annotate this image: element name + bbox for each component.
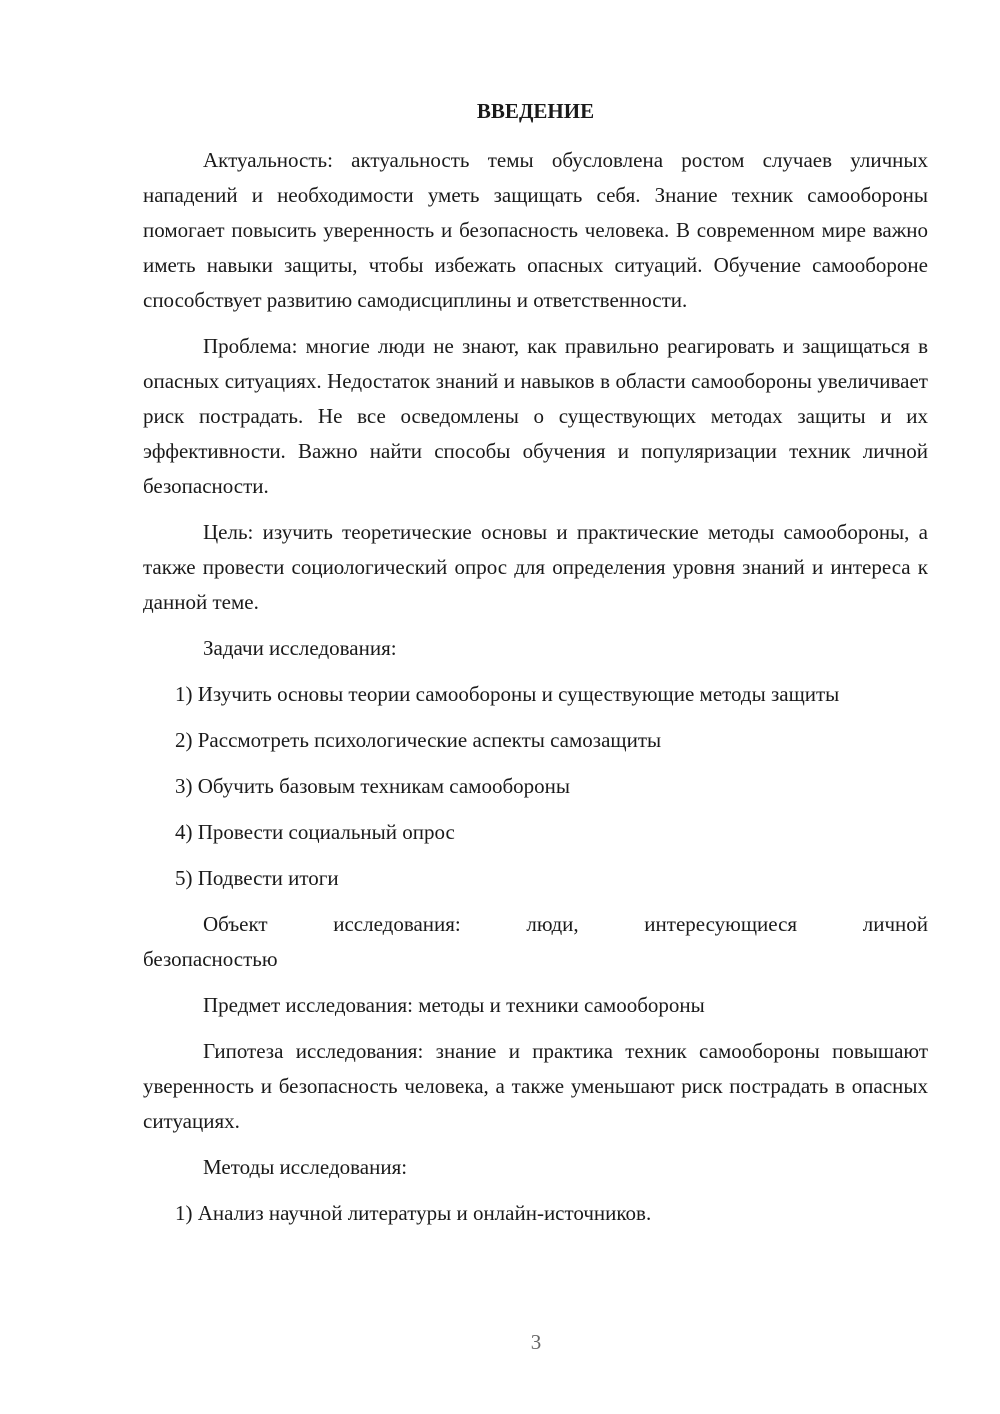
subject-paragraph: Предмет исследования: методы и техники самообороны <box>203 993 705 1017</box>
task-item-5: 5) Подвести итоги <box>175 866 339 890</box>
goal-paragraph: Цель: изучить теоретические основы и практические методы самообороны, а также провести социологический опрос для определения уровня знаний и интереса к данной теме. <box>143 520 928 614</box>
object-line-1: Объект исследования: люди, интересующиеся личной <box>203 912 928 936</box>
problem-paragraph: Проблема: многие люди не знают, как правильно реагировать и защищаться в опасных ситуациях. Недостаток знаний и навыков в области самообороны увеличивает риск пострадать. Не все осведомлены о существующих методах защиты и их эффективности. Важно найти способы обучения и популяризации техник личной безопасности. <box>143 334 928 498</box>
page-number: 3 <box>530 1330 542 1354</box>
task-item-1: 1) Изучить основы теории самообороны и существующие методы защиты <box>175 682 840 706</box>
hypothesis-paragraph: Гипотеза исследования: знание и практика техник самообороны повышают уверенность и безопасность человека, а также уменьшают риск пострадать в опасных ситуациях. <box>143 1039 928 1133</box>
relevance-paragraph: Актуальность: актуальность темы обусловлена ростом случаев уличных нападений и необходимости уметь защищать себя. Знание техник самообороны помогает повысить уверенность и безопасность человека. В современном мире важно иметь навыки защиты, чтобы избежать опасных ситуаций. Обучение самообороне способствует развитию самодисциплины и ответственности. <box>143 148 928 312</box>
section-title: ВВЕДЕНИЕ <box>476 99 595 123</box>
page-content <box>143 94 928 1242</box>
methods-heading: Методы исследования: <box>203 1155 408 1179</box>
tasks-heading: Задачи исследования: <box>203 636 397 660</box>
task-item-2: 2) Рассмотреть психологические аспекты самозащиты <box>175 728 662 752</box>
method-item-1: 1) Анализ научной литературы и онлайн-источников. <box>175 1201 652 1225</box>
task-item-4: 4) Провести социальный опрос <box>175 820 455 844</box>
task-item-3: 3) Обучить базовым техникам самообороны <box>175 774 571 798</box>
object-line-2: безопасностью <box>143 947 278 971</box>
